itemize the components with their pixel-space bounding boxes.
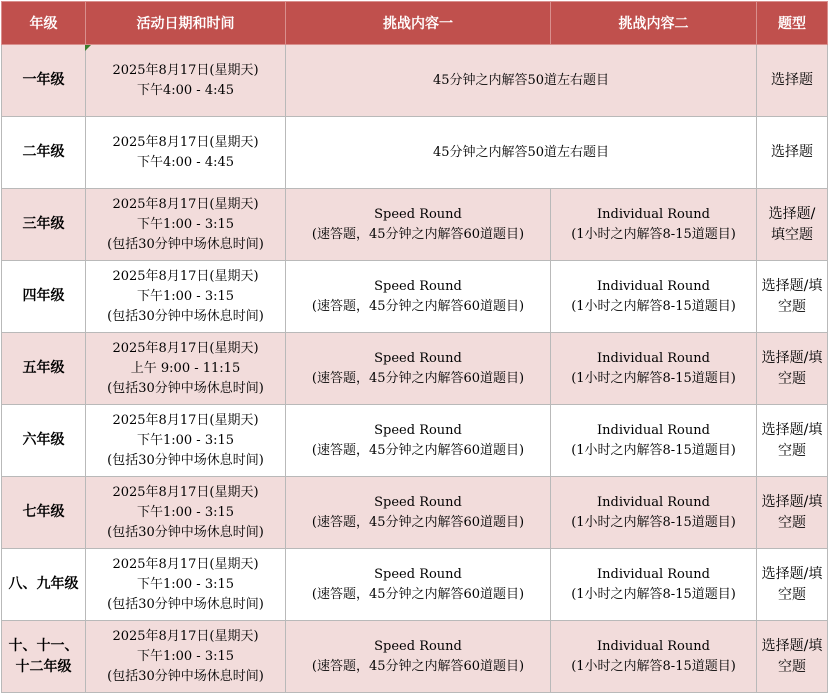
grade-label: 一年级 bbox=[22, 72, 65, 88]
grade-cell bbox=[2, 405, 86, 477]
question-type-cell bbox=[757, 189, 828, 261]
question-type-cell bbox=[757, 405, 828, 477]
question-type-label: 选择题/ bbox=[768, 205, 816, 222]
grade-cell bbox=[2, 261, 86, 333]
table-row bbox=[2, 261, 828, 333]
event-time: 下午1:00 - 3:15 bbox=[136, 288, 235, 304]
grade-cell bbox=[2, 333, 86, 405]
event-time: 下午1:00 - 3:15 bbox=[136, 432, 235, 448]
datetime-cell bbox=[86, 405, 286, 477]
table-row bbox=[2, 189, 828, 261]
question-type-label: 空题 bbox=[778, 586, 806, 603]
grade-label: 五年级 bbox=[22, 360, 65, 376]
grade-label: 六年级 bbox=[22, 432, 65, 448]
datetime-cell bbox=[86, 333, 286, 405]
speed-round-title: Speed Round bbox=[374, 206, 462, 222]
datetime-cell bbox=[86, 549, 286, 621]
table-row bbox=[2, 405, 828, 477]
event-date: 2025年8月17日(星期天) bbox=[112, 62, 259, 78]
table-row bbox=[2, 45, 828, 117]
break-note: (包括30分钟中场休息时间) bbox=[107, 308, 264, 324]
datetime-cell bbox=[86, 621, 286, 693]
question-type-label: 选择题/填 bbox=[761, 349, 823, 366]
individual-round-description: (1小时之内解答8-15道题目) bbox=[571, 370, 736, 386]
speed-round-description: (速答题，45分钟之内解答60道题目) bbox=[311, 370, 525, 386]
header-question-type: 题型 bbox=[757, 2, 828, 45]
question-type-cell bbox=[757, 45, 828, 117]
challenge-1-cell bbox=[286, 261, 551, 333]
question-type-label: 选择题/填 bbox=[761, 493, 823, 510]
challenge-1-cell bbox=[286, 621, 551, 693]
table-row bbox=[2, 549, 828, 621]
question-type-label: 空题 bbox=[778, 298, 806, 315]
challenge-1-cell bbox=[286, 549, 551, 621]
speed-round-description: (速答题，45分钟之内解答60道题目) bbox=[311, 226, 525, 242]
event-time: 下午1:00 - 3:15 bbox=[136, 648, 235, 664]
question-type-cell bbox=[757, 117, 828, 189]
question-type-label: 填空题 bbox=[771, 226, 813, 243]
break-note: (包括30分钟中场休息时间) bbox=[107, 668, 264, 684]
challenge-1-cell bbox=[286, 189, 551, 261]
event-date: 2025年8月17日(星期天) bbox=[112, 268, 259, 284]
speed-round-title: Speed Round bbox=[374, 350, 462, 366]
table-row bbox=[2, 621, 828, 693]
speed-round-title: Speed Round bbox=[374, 638, 462, 654]
speed-round-title: Speed Round bbox=[374, 278, 462, 294]
datetime-cell bbox=[86, 261, 286, 333]
header-row bbox=[2, 2, 828, 45]
table-row bbox=[2, 117, 828, 189]
event-time: 下午1:00 - 3:15 bbox=[136, 576, 235, 592]
question-type-label: 选择题/填 bbox=[761, 565, 823, 582]
question-type-label: 选择题 bbox=[771, 144, 813, 160]
event-time: 上午 9:00 - 11:15 bbox=[130, 360, 241, 376]
speed-round-description: (速答题，45分钟之内解答60道题目) bbox=[311, 514, 525, 530]
challenge-cell bbox=[286, 45, 757, 117]
grade-cell bbox=[2, 117, 86, 189]
question-type-label: 选择题 bbox=[771, 72, 813, 88]
speed-round-description: (速答题，45分钟之内解答60道题目) bbox=[311, 442, 525, 458]
grade-cell bbox=[2, 477, 86, 549]
individual-round-description: (1小时之内解答8-15道题目) bbox=[571, 226, 736, 242]
event-date: 2025年8月17日(星期天) bbox=[112, 134, 259, 150]
individual-round-title: Individual Round bbox=[597, 422, 710, 438]
challenge-2-cell bbox=[551, 621, 757, 693]
header-challenge-1: 挑战内容一 bbox=[286, 2, 551, 45]
header-challenge-2: 挑战内容二 bbox=[551, 2, 757, 45]
question-type-cell bbox=[757, 549, 828, 621]
event-date: 2025年8月17日(星期天) bbox=[112, 196, 259, 212]
challenge-description: 45分钟之内解答50道左右题目 bbox=[432, 72, 610, 88]
individual-round-description: (1小时之内解答8-15道题目) bbox=[571, 586, 736, 602]
question-type-label: 空题 bbox=[778, 658, 806, 675]
question-type-label: 空题 bbox=[778, 442, 806, 459]
grade-label: 三年级 bbox=[22, 216, 65, 232]
table-row bbox=[2, 333, 828, 405]
grade-label: 八、九年级 bbox=[8, 576, 79, 592]
header-grade: 年级 bbox=[2, 2, 86, 45]
grade-label: 十二年级 bbox=[15, 658, 72, 675]
event-date: 2025年8月17日(星期天) bbox=[112, 628, 259, 644]
challenge-2-cell bbox=[551, 477, 757, 549]
schedule-body bbox=[2, 45, 828, 693]
speed-round-title: Speed Round bbox=[374, 566, 462, 582]
event-time: 下午1:00 - 3:15 bbox=[136, 504, 235, 520]
challenge-1-cell bbox=[286, 477, 551, 549]
individual-round-title: Individual Round bbox=[597, 638, 710, 654]
challenge-1-cell bbox=[286, 405, 551, 477]
event-date: 2025年8月17日(星期天) bbox=[112, 340, 259, 356]
question-type-cell bbox=[757, 261, 828, 333]
individual-round-description: (1小时之内解答8-15道题目) bbox=[571, 442, 736, 458]
datetime-cell bbox=[86, 189, 286, 261]
individual-round-title: Individual Round bbox=[597, 206, 710, 222]
speed-round-description: (速答题，45分钟之内解答60道题目) bbox=[311, 298, 525, 314]
challenge-2-cell bbox=[551, 333, 757, 405]
speed-round-title: Speed Round bbox=[374, 422, 462, 438]
grade-cell bbox=[2, 621, 86, 693]
grade-label: 七年级 bbox=[22, 504, 65, 520]
event-date: 2025年8月17日(星期天) bbox=[112, 484, 259, 500]
individual-round-title: Individual Round bbox=[597, 494, 710, 510]
question-type-label: 空题 bbox=[778, 514, 806, 531]
grade-label: 四年级 bbox=[22, 288, 65, 304]
event-date: 2025年8月17日(星期天) bbox=[112, 556, 259, 572]
question-type-label: 空题 bbox=[778, 370, 806, 387]
individual-round-description: (1小时之内解答8-15道题目) bbox=[571, 514, 736, 530]
speed-round-title: Speed Round bbox=[374, 494, 462, 510]
break-note: (包括30分钟中场休息时间) bbox=[107, 596, 264, 612]
datetime-cell bbox=[86, 477, 286, 549]
challenge-2-cell bbox=[551, 549, 757, 621]
question-type-cell bbox=[757, 621, 828, 693]
grade-label: 十、十一、 bbox=[8, 637, 79, 654]
challenge-cell bbox=[286, 117, 757, 189]
question-type-label: 选择题/填 bbox=[761, 421, 823, 438]
grade-cell bbox=[2, 189, 86, 261]
challenge-2-cell bbox=[551, 189, 757, 261]
break-note: (包括30分钟中场休息时间) bbox=[107, 380, 264, 396]
individual-round-title: Individual Round bbox=[597, 566, 710, 582]
individual-round-title: Individual Round bbox=[597, 278, 710, 294]
break-note: (包括30分钟中场休息时间) bbox=[107, 452, 264, 468]
schedule-table bbox=[1, 1, 828, 693]
schedule-sheet bbox=[1, 1, 827, 693]
table-row bbox=[2, 477, 828, 549]
challenge-1-cell bbox=[286, 333, 551, 405]
question-type-label: 选择题/填 bbox=[761, 277, 823, 294]
grade-label: 二年级 bbox=[22, 144, 65, 160]
question-type-cell bbox=[757, 477, 828, 549]
individual-round-title: Individual Round bbox=[597, 350, 710, 366]
datetime-cell bbox=[86, 45, 286, 117]
individual-round-description: (1小时之内解答8-15道题目) bbox=[571, 658, 736, 674]
break-note: (包括30分钟中场休息时间) bbox=[107, 524, 264, 540]
cell-comment-marker bbox=[85, 45, 91, 51]
question-type-label: 选择题/填 bbox=[761, 637, 823, 654]
event-time: 下午1:00 - 3:15 bbox=[136, 216, 235, 232]
question-type-cell bbox=[757, 333, 828, 405]
individual-round-description: (1小时之内解答8-15道题目) bbox=[571, 298, 736, 314]
break-note: (包括30分钟中场休息时间) bbox=[107, 236, 264, 252]
event-time: 下午4:00 - 4:45 bbox=[136, 154, 235, 170]
grade-cell bbox=[2, 45, 86, 117]
speed-round-description: (速答题，45分钟之内解答60道题目) bbox=[311, 658, 525, 674]
header-datetime: 活动日期和时间 bbox=[86, 2, 286, 45]
challenge-description: 45分钟之内解答50道左右题目 bbox=[432, 144, 610, 160]
grade-cell bbox=[2, 549, 86, 621]
challenge-2-cell bbox=[551, 261, 757, 333]
event-time: 下午4:00 - 4:45 bbox=[136, 82, 235, 98]
datetime-cell bbox=[86, 117, 286, 189]
challenge-2-cell bbox=[551, 405, 757, 477]
speed-round-description: (速答题，45分钟之内解答60道题目) bbox=[311, 586, 525, 602]
event-date: 2025年8月17日(星期天) bbox=[112, 412, 259, 428]
